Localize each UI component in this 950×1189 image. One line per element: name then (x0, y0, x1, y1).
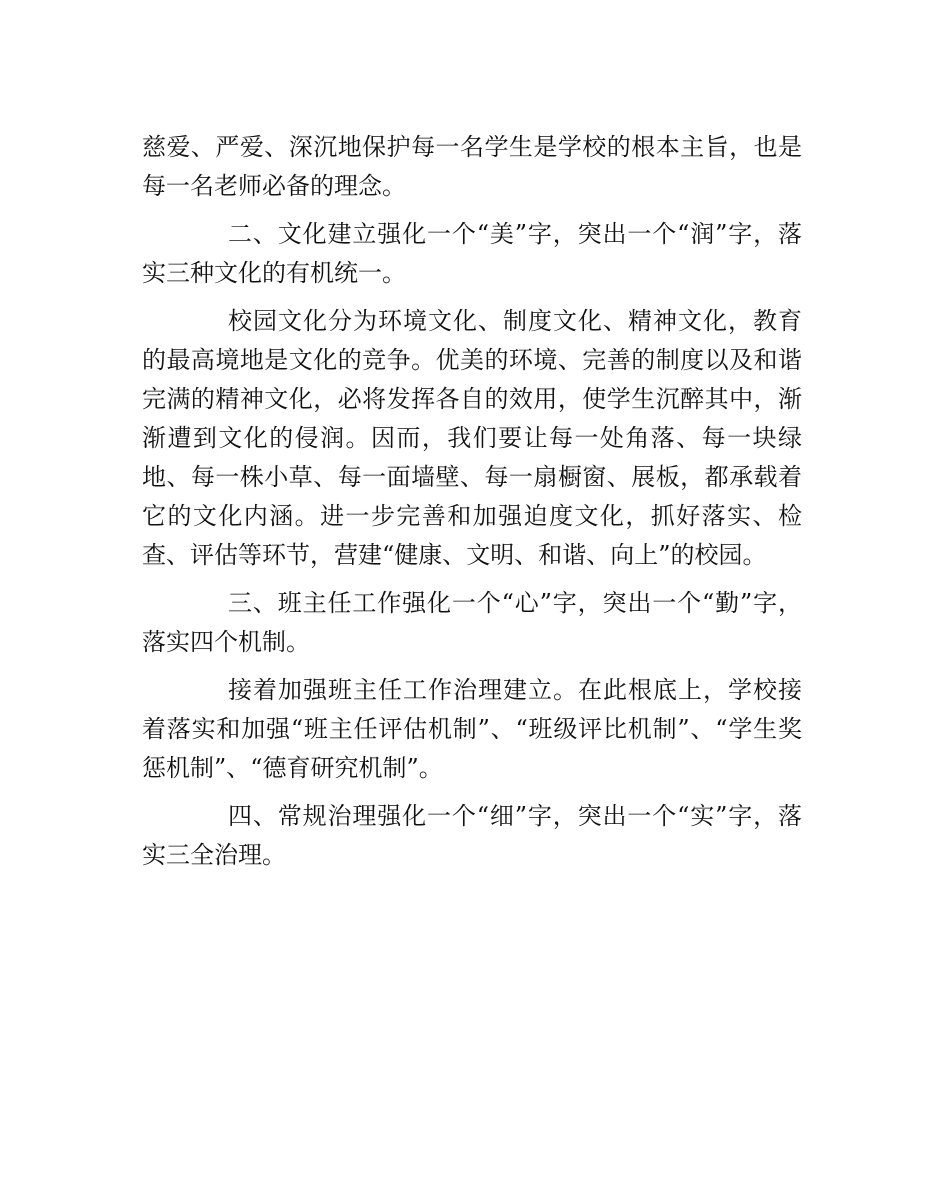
paragraph-head-teacher: 接着加强班主任工作治理建立。在此根底上，学校接着落实和加强“班主任评估机制”、“班级评比机制”、“学生奖惩机制”、“德育研究机制”。 (142, 676, 802, 782)
heading-section-2: 二、文化建立强化一个“美”字，突出一个“润”字，落实三种文化的有机统一。 (142, 220, 802, 287)
paragraph-1: 慈爱、严爱、深沉地保护每一名学生是学校的根本主旨，也是每一名老师必备的理念。 (142, 133, 802, 200)
document-body (142, 128, 802, 875)
paragraph-gap (142, 293, 802, 302)
heading-section-4: 四、常规治理强化一个“细”字，突出一个“实”字，落实三全治理。 (142, 802, 802, 869)
heading-section-3: 三、班主任工作强化一个“心”字，突出一个“勤”字，落实四个机制。 (142, 589, 802, 656)
paragraph-gap (142, 788, 802, 797)
paragraph-gap (142, 662, 802, 671)
paragraph-campus-culture: 校园文化分为环境文化、制度文化、精神文化，教育的最高境地是文化的竞争。优美的环境、完善的制度以及和谐完满的精神文化，必将发挥各自的效用，使学生沉醉其中，渐渐遭到文化的侵润。因而，我们要让每一处角落、每一块绿地、每一株小草、每一面墙壁、每一扇橱窗、展板，都承载着它的文化内涵。进一步完善和加强迫度文化，抓好落实、检查、评估等环节，营建“健康、文明、和谐、向上”的校园。 (142, 307, 802, 569)
paragraph-gap (142, 575, 802, 584)
paragraph-gap (142, 206, 802, 215)
